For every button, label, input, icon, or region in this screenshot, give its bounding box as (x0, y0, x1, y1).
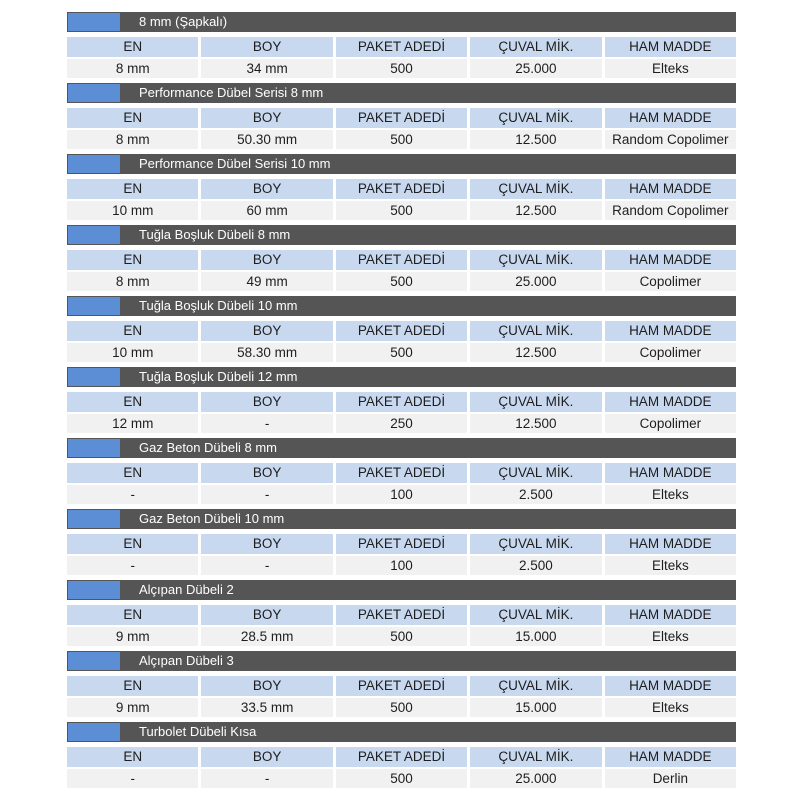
product-title-bar (67, 367, 736, 387)
spec-header-row (67, 321, 736, 341)
package-quantity-header: PAKET ADEDİ (336, 463, 467, 483)
width-value: 8 mm (67, 59, 198, 78)
spec-value-row (67, 556, 736, 575)
product-title: 8 mm (Şapkalı) (139, 14, 228, 29)
length-value: - (201, 556, 332, 575)
title-accent-block (68, 368, 120, 386)
raw-material-value: Random Copolimer (605, 201, 736, 220)
raw-material-value: Copolimer (605, 272, 736, 291)
raw-material-header: HAM MADDE (605, 108, 736, 128)
raw-material-header: HAM MADDE (605, 392, 736, 412)
width-header: EN (67, 463, 198, 483)
package-quantity-header: PAKET ADEDİ (336, 534, 467, 554)
raw-material-value: Elteks (605, 59, 736, 78)
width-header: EN (67, 37, 198, 57)
width-value: 9 mm (67, 627, 198, 646)
raw-material-header: HAM MADDE (605, 321, 736, 341)
raw-material-header: HAM MADDE (605, 534, 736, 554)
package-quantity-header: PAKET ADEDİ (336, 392, 467, 412)
length-value: 50.30 mm (201, 130, 332, 149)
sack-quantity-value: 12.500 (470, 130, 601, 149)
raw-material-value: Elteks (605, 556, 736, 575)
sack-quantity-header: ÇUVAL MİK. (470, 179, 601, 199)
width-value: 9 mm (67, 698, 198, 717)
package-quantity-value: 100 (336, 485, 467, 504)
raw-material-header: HAM MADDE (605, 179, 736, 199)
package-quantity-value: 500 (336, 272, 467, 291)
product-title: Tuğla Boşluk Dübeli 8 mm (139, 227, 291, 242)
sack-quantity-header: ÇUVAL MİK. (470, 321, 601, 341)
product-spec-sheet (67, 12, 736, 793)
product-block (67, 83, 736, 154)
title-accent-block (68, 510, 120, 528)
product-block (67, 438, 736, 509)
product-title: Tuğla Boşluk Dübeli 12 mm (139, 369, 298, 384)
title-accent-block (68, 84, 120, 102)
product-block (67, 12, 736, 83)
sack-quantity-header: ÇUVAL MİK. (470, 676, 601, 696)
raw-material-header: HAM MADDE (605, 463, 736, 483)
length-header: BOY (201, 392, 332, 412)
title-accent-block (68, 226, 120, 244)
product-block (67, 722, 736, 793)
raw-material-header: HAM MADDE (605, 37, 736, 57)
width-header: EN (67, 747, 198, 767)
package-quantity-header: PAKET ADEDİ (336, 747, 467, 767)
sack-quantity-value: 2.500 (470, 556, 601, 575)
product-title: Gaz Beton Dübeli 8 mm (139, 440, 278, 455)
spec-header-row (67, 179, 736, 199)
package-quantity-header: PAKET ADEDİ (336, 321, 467, 341)
product-title-bar (67, 225, 736, 245)
sack-quantity-value: 25.000 (470, 769, 601, 788)
raw-material-value: Elteks (605, 485, 736, 504)
width-header: EN (67, 108, 198, 128)
length-header: BOY (201, 179, 332, 199)
spec-value-row (67, 769, 736, 788)
product-block (67, 651, 736, 722)
sack-quantity-header: ÇUVAL MİK. (470, 747, 601, 767)
sack-quantity-value: 12.500 (470, 414, 601, 433)
spec-value-row (67, 130, 736, 149)
product-block (67, 509, 736, 580)
product-title-bar (67, 438, 736, 458)
spec-header-row (67, 108, 736, 128)
length-header: BOY (201, 676, 332, 696)
spec-header-row (67, 392, 736, 412)
product-title-bar (67, 83, 736, 103)
package-quantity-header: PAKET ADEDİ (336, 605, 467, 625)
product-block (67, 580, 736, 651)
raw-material-value: Elteks (605, 698, 736, 717)
raw-material-header: HAM MADDE (605, 747, 736, 767)
product-title-bar (67, 722, 736, 742)
length-value: - (201, 485, 332, 504)
package-quantity-value: 100 (336, 556, 467, 575)
sack-quantity-header: ÇUVAL MİK. (470, 463, 601, 483)
product-title-bar (67, 509, 736, 529)
package-quantity-header: PAKET ADEDİ (336, 37, 467, 57)
product-title-bar (67, 580, 736, 600)
width-value: - (67, 769, 198, 788)
length-header: BOY (201, 321, 332, 341)
spec-header-row (67, 463, 736, 483)
product-title: Alçıpan Dübeli 3 (139, 653, 234, 668)
length-value: 33.5 mm (201, 698, 332, 717)
length-value: 34 mm (201, 59, 332, 78)
sack-quantity-header: ÇUVAL MİK. (470, 605, 601, 625)
package-quantity-value: 500 (336, 627, 467, 646)
spec-value-row (67, 627, 736, 646)
length-value: 28.5 mm (201, 627, 332, 646)
raw-material-header: HAM MADDE (605, 250, 736, 270)
width-value: - (67, 485, 198, 504)
length-header: BOY (201, 108, 332, 128)
spec-header-row (67, 676, 736, 696)
package-quantity-value: 500 (336, 130, 467, 149)
spec-header-row (67, 250, 736, 270)
width-value: 8 mm (67, 130, 198, 149)
package-quantity-value: 500 (336, 59, 467, 78)
length-header: BOY (201, 534, 332, 554)
package-quantity-header: PAKET ADEDİ (336, 108, 467, 128)
product-title: Gaz Beton Dübeli 10 mm (139, 511, 285, 526)
spec-value-row (67, 698, 736, 717)
spec-header-row (67, 37, 736, 57)
sack-quantity-value: 12.500 (470, 201, 601, 220)
spec-header-row (67, 534, 736, 554)
product-title: Performance Dübel Serisi 8 mm (139, 85, 324, 100)
length-value: - (201, 414, 332, 433)
sack-quantity-value: 25.000 (470, 59, 601, 78)
title-accent-block (68, 297, 120, 315)
product-title-bar (67, 154, 736, 174)
width-header: EN (67, 534, 198, 554)
length-header: BOY (201, 747, 332, 767)
title-accent-block (68, 581, 120, 599)
sack-quantity-header: ÇUVAL MİK. (470, 392, 601, 412)
package-quantity-value: 500 (336, 769, 467, 788)
spec-value-row (67, 414, 736, 433)
width-value: 10 mm (67, 343, 198, 362)
length-value: 49 mm (201, 272, 332, 291)
title-accent-block (68, 13, 120, 31)
length-value: 58.30 mm (201, 343, 332, 362)
width-value: - (67, 556, 198, 575)
product-title: Alçıpan Dübeli 2 (139, 582, 234, 597)
length-header: BOY (201, 250, 332, 270)
raw-material-header: HAM MADDE (605, 605, 736, 625)
product-block (67, 225, 736, 296)
package-quantity-value: 500 (336, 201, 467, 220)
length-header: BOY (201, 605, 332, 625)
package-quantity-value: 500 (336, 343, 467, 362)
sack-quantity-header: ÇUVAL MİK. (470, 37, 601, 57)
spec-header-row (67, 605, 736, 625)
spec-value-row (67, 485, 736, 504)
product-title-bar (67, 651, 736, 671)
spec-value-row (67, 343, 736, 362)
length-value: - (201, 769, 332, 788)
width-value: 8 mm (67, 272, 198, 291)
raw-material-value: Random Copolimer (605, 130, 736, 149)
width-header: EN (67, 250, 198, 270)
product-title: Tuğla Boşluk Dübeli 10 mm (139, 298, 298, 313)
raw-material-value: Copolimer (605, 343, 736, 362)
sack-quantity-value: 2.500 (470, 485, 601, 504)
sack-quantity-header: ÇUVAL MİK. (470, 534, 601, 554)
spec-value-row (67, 59, 736, 78)
sack-quantity-value: 15.000 (470, 627, 601, 646)
spec-header-row (67, 747, 736, 767)
width-header: EN (67, 605, 198, 625)
product-title: Turbolet Dübeli Kısa (139, 724, 257, 739)
sack-quantity-header: ÇUVAL MİK. (470, 108, 601, 128)
raw-material-header: HAM MADDE (605, 676, 736, 696)
raw-material-value: Copolimer (605, 414, 736, 433)
width-header: EN (67, 676, 198, 696)
title-accent-block (68, 155, 120, 173)
product-title: Performance Dübel Serisi 10 mm (139, 156, 331, 171)
width-value: 10 mm (67, 201, 198, 220)
width-value: 12 mm (67, 414, 198, 433)
product-title-bar (67, 296, 736, 316)
title-accent-block (68, 439, 120, 457)
package-quantity-header: PAKET ADEDİ (336, 179, 467, 199)
sack-quantity-value: 12.500 (470, 343, 601, 362)
product-block (67, 367, 736, 438)
width-header: EN (67, 321, 198, 341)
length-header: BOY (201, 37, 332, 57)
sack-quantity-value: 15.000 (470, 698, 601, 717)
raw-material-value: Derlin (605, 769, 736, 788)
product-title-bar (67, 12, 736, 32)
width-header: EN (67, 179, 198, 199)
width-header: EN (67, 392, 198, 412)
length-header: BOY (201, 463, 332, 483)
package-quantity-value: 500 (336, 698, 467, 717)
spec-value-row (67, 201, 736, 220)
title-accent-block (68, 652, 120, 670)
package-quantity-value: 250 (336, 414, 467, 433)
raw-material-value: Elteks (605, 627, 736, 646)
package-quantity-header: PAKET ADEDİ (336, 676, 467, 696)
length-value: 60 mm (201, 201, 332, 220)
sack-quantity-value: 25.000 (470, 272, 601, 291)
product-block (67, 296, 736, 367)
spec-value-row (67, 272, 736, 291)
package-quantity-header: PAKET ADEDİ (336, 250, 467, 270)
title-accent-block (68, 723, 120, 741)
product-block (67, 154, 736, 225)
sack-quantity-header: ÇUVAL MİK. (470, 250, 601, 270)
